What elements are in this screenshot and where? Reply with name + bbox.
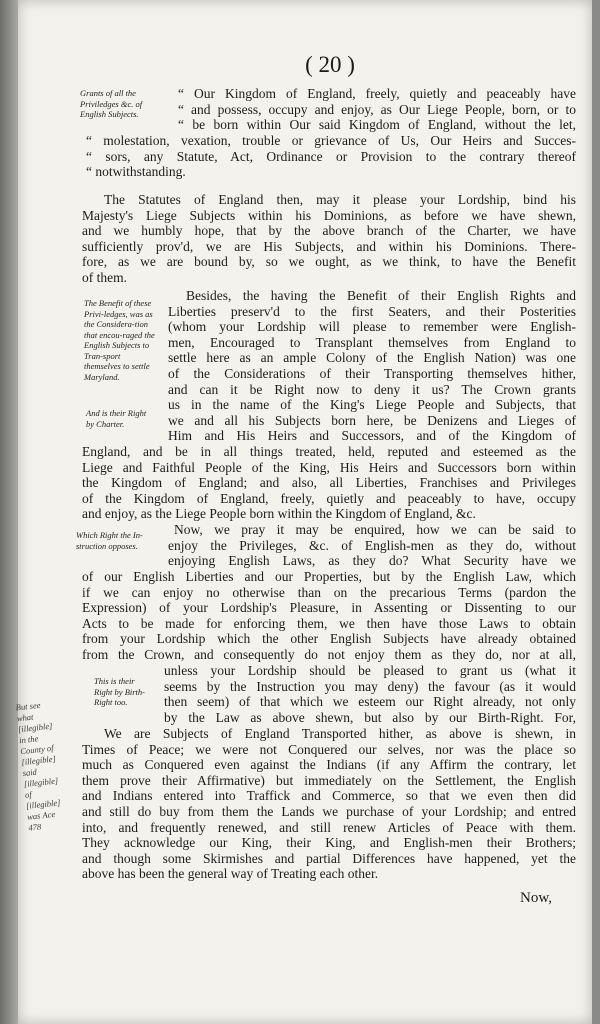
text-line: England, and be in all things treated, held, reputed and esteemed as the <box>82 444 576 459</box>
paragraph-now-we-pray-end <box>164 663 576 725</box>
text-line: Acts to be made for enforcing them, we then have those Laws to obtain <box>82 615 576 631</box>
text-line: of the Kingdom of England, freely, quietly and peaceably to have, occupy <box>82 490 576 506</box>
text-line: of our English Liberties and our Properties, but by the English Law, which <box>82 569 576 584</box>
text-line: and we humbly hope, that by the above branch of the Charter, we have <box>82 223 576 239</box>
text-line: “ sors, any Statute, Act, Ordinance or Provision to the contrary thereof <box>86 148 576 164</box>
text-line: Liberties preserv'd to the first Seaters, and their Posterities <box>168 303 576 319</box>
page-number: ( 20 ) <box>305 52 355 77</box>
text-line: (whom your Lordship will please to remember were English- <box>168 319 576 335</box>
paragraph-subjects-of-england <box>82 726 576 882</box>
text-line: much as Conquered even against the Indians (if any Affirm the contrary, let <box>82 757 576 773</box>
text-line: Now, we pray it may be enquired, how we can be said to <box>174 522 576 537</box>
text-line: we and all his Subjects born here, be Denizens and Lieges of <box>168 412 576 428</box>
text-line: Majesty's Liege Subjects within his Dominions, as before we have shewn, <box>82 207 576 223</box>
text-line: We are Subjects of England Transported hither, as above is shewn, in <box>104 726 576 741</box>
text-line: fore, as we are bound by, so we ought, as we think, to have the Benefit <box>82 254 576 270</box>
text-line: and though some Skirmishes and partial Differences have happened, yet the <box>82 850 576 866</box>
text-line: and can it be Right now to deny it us? The Crown grants <box>168 381 576 397</box>
text-line: sufficiently prov'd, we are His Subjects, and within his Dominions. There- <box>82 238 576 254</box>
margin-note-birth-right: This is their Right by Birth-Right too. <box>94 676 145 707</box>
text-line: of them. <box>82 269 127 285</box>
handwritten-annotation: But see what [illegible] in the County of [illegible] said [illegible] of [illegible] was Ace 478 <box>15 699 61 833</box>
text-line: from your Lordship which the other English Subjects have already obtained <box>82 631 576 647</box>
text-line: The Statutes of England then, may it please your Lordship, bind his <box>104 192 576 207</box>
text-line: and Indians entered into Traffick and Commerce, so that we even then did <box>82 788 576 804</box>
text-line: by the Law as above shewn, but also by our Birth-Right. For, <box>164 709 576 725</box>
text-line: us in the name of the King's Liege People and Subjects, that <box>168 397 576 413</box>
margin-note-grants: Grants of all the Priviledges &c. of English Subjects. <box>80 88 143 119</box>
text-line: They acknowledge our King, their King, and English-men their Brothers; <box>82 835 576 851</box>
text-line: and still do buy from them the Lands we purchase of your Lordship; and entred <box>82 803 576 819</box>
text-line: “ notwithstanding. <box>86 164 186 180</box>
paragraph-now-we-pray <box>168 522 576 569</box>
text-line: Him and His Heirs and Successors, and of the Kingdom of <box>168 428 576 444</box>
paragraph-besides-cont <box>82 444 576 522</box>
text-line: enjoying English Laws, as they do? What Security have we <box>168 553 576 569</box>
paragraph-statutes <box>82 192 576 286</box>
margin-note-benefit: The Benefit of these Privi-ledges, was as the Considera-tion that encou-raged the English Subjects to Tran-sport themselves to settle Maryland. <box>84 298 155 382</box>
text-line: “ molestation, vexation, trouble or grievance of Us, Our Heirs and Succes- <box>86 133 576 148</box>
text-line: seems by the Instruction you may deny) the favour (as it would <box>164 678 576 694</box>
text-line: men, Encouraged to Transplant themselves from England to <box>168 334 576 350</box>
text-line: Times of Peace; we were not Conquered our selves, nor was the place so <box>82 741 576 757</box>
catchword: Now, <box>520 890 552 906</box>
text-line: the Kingdom of England; and also, all Liberties, Franchises and Privileges <box>82 475 576 491</box>
text-line: Expression) of your Lordship's Pleasure, in Assenting or Dissenting to our <box>82 600 576 616</box>
text-line: of the Considerations of their Transporting themselves hither, <box>168 365 576 381</box>
page-edge-strip <box>0 0 18 1024</box>
text-line: Liege and Faithful People of the King, His Heirs and Successors born within <box>82 459 576 475</box>
margin-note-instruction: Which Right the In-struction opposes. <box>76 530 143 551</box>
text-line: “ and possess, occupy and enjoy, as Our Liege People, born, or to <box>178 101 576 117</box>
text-line: them prove their Affirmative) but immediately on the Settlement, the English <box>82 772 576 788</box>
paragraph-now-we-pray-cont <box>82 569 576 663</box>
text-line: Besides, the having the Benefit of their English Rights and <box>186 288 576 303</box>
text-line: from the Crown, and consequently do not enjoy them as they do, nor at all, <box>82 646 576 662</box>
text-line: “ be born within Our said Kingdom of England, without the let, <box>178 117 576 133</box>
text-line: into, and frequently renewed, and still renew Articles of Peace with them. <box>82 819 576 835</box>
margin-note-right: And is their Right by Charter. <box>86 408 147 429</box>
text-line: “ Our Kingdom of England, freely, quietly and peaceably have <box>178 86 576 101</box>
text-line: and enjoy, as the Liege People born within the Kingdom of England, &c. <box>82 506 476 522</box>
text-line: above has been the general way of Treating each other. <box>82 866 379 882</box>
paragraph-besides <box>168 288 576 444</box>
paragraph-charter-quote-cont <box>86 133 576 180</box>
paragraph-charter-quote <box>178 86 576 133</box>
text-line: then seem) of that which we esteem our Right already, not only <box>164 694 576 710</box>
text-line: if we can enjoy no otherwise than on the precarious Terms (pardon the <box>82 584 576 600</box>
text-line: enjoy the Privileges, &c. of English-men as they do, without <box>168 537 576 553</box>
text-line: unless your Lordship should be pleased to grant us (what it <box>164 663 576 678</box>
text-line: settle here as an ample Colony of the English Nation) was one <box>168 350 576 366</box>
